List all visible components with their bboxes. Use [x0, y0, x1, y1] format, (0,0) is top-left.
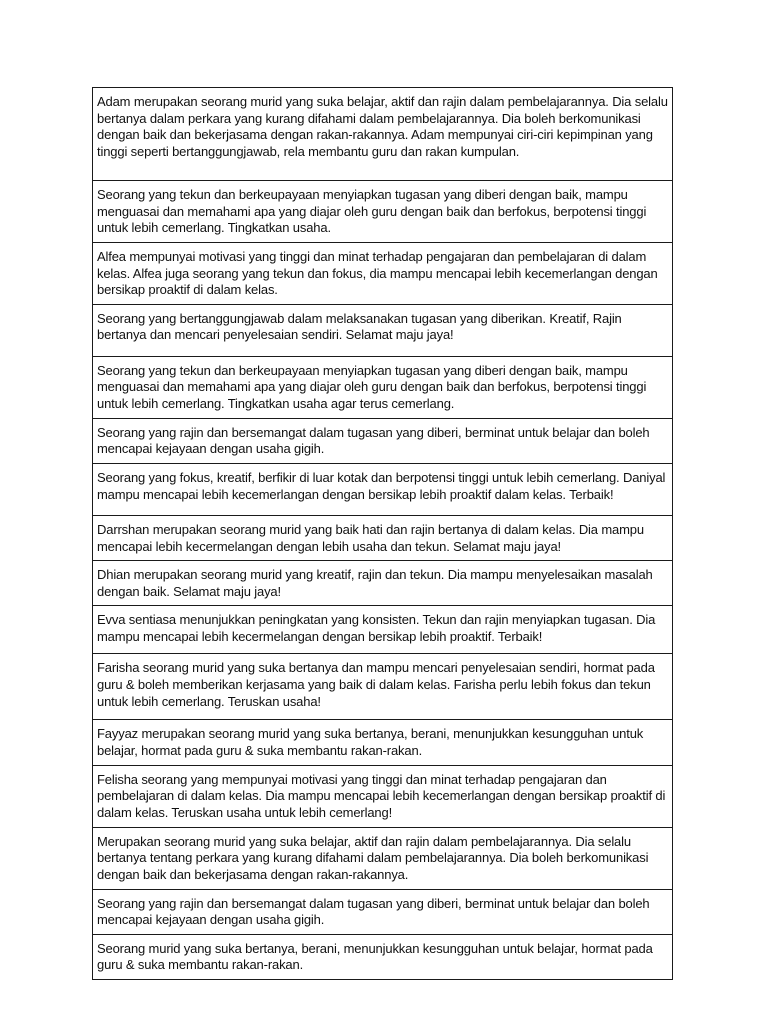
comment-cell: Evva sentiasa menunjukkan peningkatan yang konsisten. Tekun dan rajin menyiapkan tugasan. Dia mampu mencapai lebih kecermelangan dengan bersikap lebih proaktif. Terbaik!	[93, 606, 673, 654]
table-row	[93, 654, 673, 720]
comment-cell: Seorang murid yang suka bertanya, berani, menunjukkan kesungguhan untuk belajar, hormat pada guru & suka membantu rakan-rakan.	[93, 934, 673, 979]
comment-cell: Dhian merupakan seorang murid yang kreatif, rajin dan tekun. Dia mampu menyelesaikan masalah dengan baik. Selamat maju jaya!	[93, 561, 673, 606]
comment-cell: Seorang yang rajin dan bersemangat dalam tugasan yang diberi, berminat untuk belajar dan boleh mencapai kejayaan dengan usaha gigih.	[93, 889, 673, 934]
comment-cell: Adam merupakan seorang murid yang suka belajar, aktif dan rajin dalam pembelajarannya. Dia selalu bertanya dalam perkara yang kurang difahami dalam pembelajarannya. Dia boleh berkomunikasi dengan baik dan bekerjasama dengan rakan-rakannya. Adam mempunyai ciri-ciri kepimpinan yang tinggi seperti bertanggungjawab, rela membantu guru dan rakan kumpulan.	[93, 88, 673, 181]
comment-cell: Seorang yang fokus, kreatif, berfikir di luar kotak dan berpotensi tinggi untuk lebih cemerlang. Daniyal mampu mencapai lebih kecemerlangan dengan bersikap lebih proaktif dalam kelas. Terbaik!	[93, 463, 673, 515]
table-row	[93, 561, 673, 606]
table-row	[93, 88, 673, 181]
table-row	[93, 243, 673, 305]
table-row	[93, 304, 673, 356]
table-row	[93, 515, 673, 560]
table-row	[93, 889, 673, 934]
comment-cell: Farisha seorang murid yang suka bertanya dan mampu mencari penyelesaian sendiri, hormat pada guru & boleh memberikan kerjasama yang baik di dalam kelas. Farisha perlu lebih fokus dan tekun untuk lebih cemerlang. Teruskan usaha!	[93, 654, 673, 720]
table-row	[93, 765, 673, 827]
comment-cell: Felisha seorang yang mempunyai motivasi yang tinggi dan minat terhadap pengajaran dan pembelajaran di dalam kelas. Dia mampu mencapai lebih kecemerlangan dengan bersikap proaktif di dalam kelas. Teruskan usaha untuk lebih cemerlang!	[93, 765, 673, 827]
comment-cell: Fayyaz merupakan seorang murid yang suka bertanya, berani, menunjukkan kesungguhan untuk belajar, hormat pada guru & suka membantu rakan-rakan.	[93, 720, 673, 765]
table-row	[93, 356, 673, 418]
comments-table-body	[93, 88, 673, 980]
comment-cell: Seorang yang tekun dan berkeupayaan menyiapkan tugasan yang diberi dengan baik, mampu menguasai dan memahami apa yang diajar oleh guru dengan baik dan berfokus, berpotensi tinggi untuk lebih cemerlang. Tingkatkan usaha.	[93, 181, 673, 243]
comment-cell: Seorang yang rajin dan bersemangat dalam tugasan yang diberi, berminat untuk belajar dan boleh mencapai kejayaan dengan usaha gigih.	[93, 418, 673, 463]
table-row	[93, 606, 673, 654]
table-row	[93, 463, 673, 515]
table-row	[93, 827, 673, 889]
table-row	[93, 418, 673, 463]
table-row	[93, 934, 673, 979]
comment-cell: Alfea mempunyai motivasi yang tinggi dan minat terhadap pengajaran dan pembelajaran di dalam kelas. Alfea juga seorang yang tekun dan fokus, dia mampu mencapai lebih kecemerlangan dengan bersikap proaktif di dalam kelas.	[93, 243, 673, 305]
comment-cell: Seorang yang tekun dan berkeupayaan menyiapkan tugasan yang diberi dengan baik, mampu menguasai dan memahami apa yang diajar oleh guru dengan baik dan berfokus, berpotensi tinggi untuk lebih cemerlang. Tingkatkan usaha agar terus cemerlang.	[93, 356, 673, 418]
comments-sheet	[92, 87, 673, 980]
comment-cell: Seorang yang bertanggungjawab dalam melaksanakan tugasan yang diberikan. Kreatif, Rajin bertanya dan mencari penyelesaian sendiri. Selamat maju jaya!	[93, 304, 673, 356]
comments-table	[92, 87, 673, 980]
table-row	[93, 720, 673, 765]
comment-cell: Darrshan merupakan seorang murid yang baik hati dan rajin bertanya di dalam kelas. Dia mampu mencapai lebih kecermelangan dengan lebih usaha dan tekun. Selamat maju jaya!	[93, 515, 673, 560]
comment-cell: Merupakan seorang murid yang suka belajar, aktif dan rajin dalam pembelajarannya. Dia selalu bertanya tentang perkara yang kurang difahami dalam pembelajarannya. Dia boleh berkomunikasi dengan baik dan bekerjasama dengan rakan-rakannya.	[93, 827, 673, 889]
table-row	[93, 181, 673, 243]
